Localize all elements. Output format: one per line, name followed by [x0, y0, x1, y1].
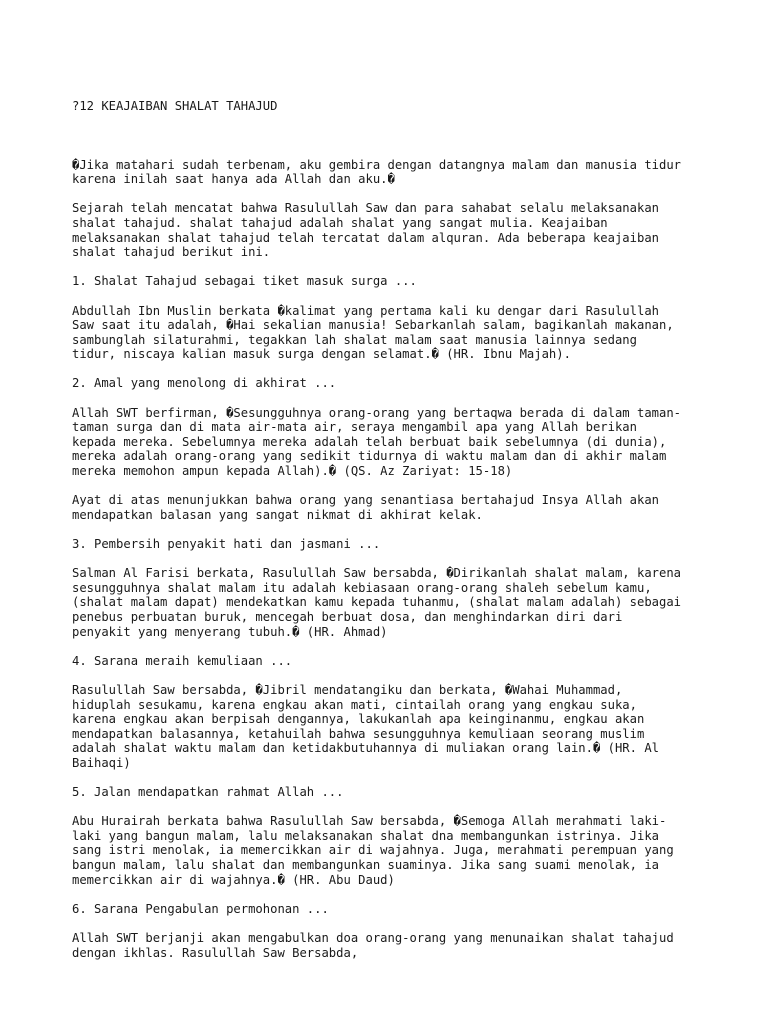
- text-line: Baihaqi): [72, 755, 131, 770]
- text-line: tidur, niscaya kalian masuk surga dengan selamat.� (HR. Ibnu Majah).: [72, 347, 571, 362]
- text-line: Sejarah telah mencatat bahwa Rasulullah Saw dan para sahabat selalu melaksanakan: [72, 201, 659, 216]
- text-line: Ayat di atas menunjukkan bahwa orang yang senantiasa bertahajud Insya Allah akan: [72, 493, 659, 508]
- text-line: karena inilah saat hanya ada Allah dan aku.�: [72, 172, 395, 187]
- text-line: 1. Shalat Tahajud sebagai tiket masuk surga ...: [72, 274, 417, 289]
- text-line: Allah SWT berjanji akan mengabulkan doa orang-orang yang menunaikan shalat tahajud: [72, 931, 674, 946]
- text-line: karena engkau akan berpisah dengannya, lakukanlah apa keinginanmu, engkau akan: [72, 712, 645, 727]
- text-line: Rasulullah Saw bersabda, �Jibril mendatangiku dan berkata, �Wahai Muhammad,: [72, 682, 623, 697]
- paragraph: [72, 785, 712, 800]
- text-line: Abu Hurairah berkata bahwa Rasulullah Saw bersabda, �Semoga Allah merahmati laki-: [72, 814, 667, 829]
- paragraph: [72, 376, 712, 391]
- text-line: �Jika matahari sudah terbenam, aku gembira dengan datangnya malam dan manusia tidur: [72, 157, 682, 172]
- paragraph: [72, 158, 712, 187]
- text-line: Saw saat itu adalah, �Hai sekalian manusia! Sebarkanlah salam, bagikanlah makanan,: [72, 318, 674, 333]
- text-line: Abdullah Ibn Muslin berkata �kalimat yang pertama kali ku dengar dari Rasulullah: [72, 303, 659, 318]
- text-line: mereka adalah orang-orang yang sedikit tidurnya di waktu malam dan di akhir malam: [72, 449, 667, 464]
- text-line: memercikkan air di wajahnya.� (HR. Abu Daud): [72, 872, 395, 887]
- text-line: mendapatkan balasan yang sangat nikmat di akhirat kelak.: [72, 507, 483, 522]
- text-line: hiduplah sesukamu, karena engkau akan mati, cintailah orang yang engkau suka,: [72, 697, 637, 712]
- text-line: laki yang bangun malam, lalu melaksanakan shalat dna membangunkan istrinya. Jika: [72, 828, 659, 843]
- text-line: sang istri menolak, ia memercikkan air di wajahnya. Juga, merahmati perempuan yang: [72, 843, 674, 858]
- paragraph: [72, 201, 712, 259]
- text-line: 3. Pembersih penyakit hati dan jasmani ...: [72, 537, 381, 551]
- text-line: penyakit yang menyerang tubuh.� (HR. Ahmad): [72, 624, 388, 639]
- paragraph: [72, 274, 712, 289]
- text-line: melaksanakan shalat tahajud telah tercatat dalam alquran. Ada beberapa keajaiban: [72, 230, 659, 245]
- text-line: shalat tahajud. shalat tahajud adalah shalat yang sangat mulia. Keajaiban: [72, 215, 608, 230]
- text-line: 2. Amal yang menolong di akhirat ...: [72, 376, 337, 391]
- text-line: Allah SWT berfirman, �Sesungguhnya orang-orang yang bertaqwa berada di dalam taman-: [72, 405, 682, 420]
- paragraph: [72, 406, 712, 479]
- paragraph: [72, 683, 712, 771]
- paragraph: [72, 537, 712, 552]
- text-line: sambunglah silaturahmi, tegakkan lah shalat malam saat manusia lainnya sedang: [72, 332, 637, 347]
- paragraph-list: [72, 158, 712, 961]
- document-body: [72, 70, 712, 1004]
- paragraph: [72, 566, 712, 639]
- text-line: 5. Jalan mendapatkan rahmat Allah ...: [72, 785, 344, 800]
- text-line: adalah shalat waktu malam dan ketidakbutuhannya di muliakan orang lain.� (HR. Al: [72, 741, 659, 756]
- text-line: 6. Sarana Pengabulan permohonan ...: [72, 901, 329, 916]
- text-line: shalat tahajud berikut ini.: [72, 245, 271, 260]
- text-line: (shalat malam dapat) mendekatkan kamu kepada tuhanmu, (shalat malam adalah) sebagai: [72, 595, 682, 610]
- text-line: penebus perbuatan buruk, mencegah berbuat dosa, dan menghindarkan diri dari: [72, 609, 623, 624]
- paragraph: [72, 654, 712, 669]
- paragraph: [72, 493, 712, 522]
- text-line: dengan ikhlas. Rasulullah Saw Bersabda,: [72, 945, 359, 960]
- text-line: sesungguhnya shalat malam itu adalah kebiasaan orang-orang shaleh sebelum kamu,: [72, 580, 652, 595]
- text-line: taman surga dan di mata air-mata air, seraya mengambil apa yang Allah berikan: [72, 420, 637, 435]
- paragraph: [72, 931, 712, 960]
- text-line: Salman Al Farisi berkata, Rasulullah Saw bersabda, �Dirikanlah shalat malam, karena: [72, 566, 682, 581]
- paragraph: [72, 814, 712, 887]
- paragraph: [72, 902, 712, 917]
- text-line: mendapatkan balasannya, ketahuilah bahwa sesungguhnya kemuliaan seorang muslim: [72, 726, 645, 741]
- paragraph: [72, 304, 712, 362]
- document-title: ?12 KEAJAIBAN SHALAT TAHAJUD: [72, 99, 278, 114]
- text-line: bangun malam, lalu shalat dan membangunkan suaminya. Jika sang suami menolak, ia: [72, 858, 659, 873]
- text-line: mereka memohon ampun kepada Allah).� (QS. Az Zariyat: 15-18): [72, 464, 513, 479]
- text-line: 4. Sarana meraih kemuliaan ...: [72, 653, 293, 668]
- text-line: kepada mereka. Sebelumnya mereka adalah telah berbuat baik sebelumnya (di dunia),: [72, 434, 667, 449]
